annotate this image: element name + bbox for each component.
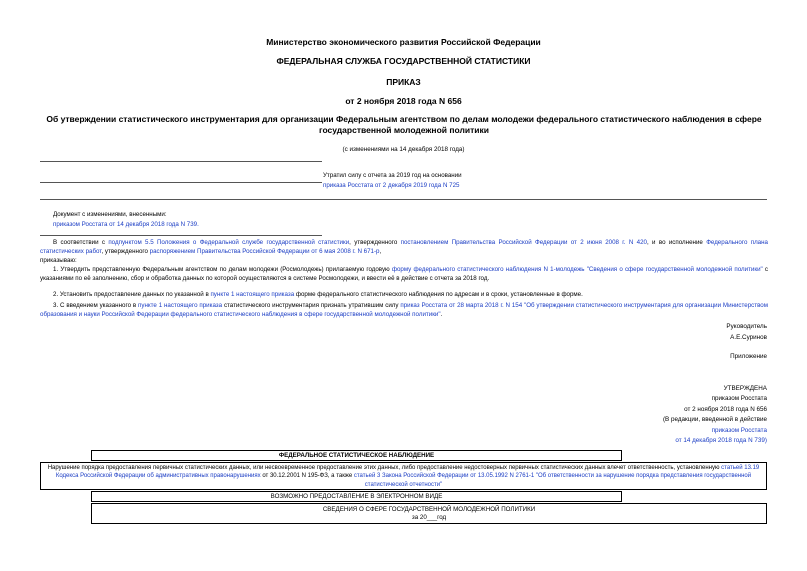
lost-force-note: Утратил силу с отчета за 2019 год на основании xyxy=(323,172,462,179)
link-koap[interactable]: статьей 13.19 Кодекса Российской Федерации об административных правонарушениях xyxy=(55,465,760,480)
observation-box: ФЕДЕРАЛЬНОЕ СТАТИСТИЧЕСКОЕ НАБЛЮДЕНИЕ xyxy=(91,450,622,461)
signature-role: Руководитель xyxy=(726,323,767,330)
approved-label: УТВЕРЖДЕНА xyxy=(723,385,767,392)
ministry-heading: Министерство экономического развития Российской Федерации xyxy=(266,37,541,47)
form-title-box xyxy=(91,503,767,524)
date-number-heading: от 2 ноября 2018 года N 656 xyxy=(345,96,462,106)
text: , и во исполнение xyxy=(647,239,707,246)
link-point-1[interactable]: пункте 1 настоящего приказа xyxy=(210,291,295,298)
separator-line xyxy=(40,182,322,183)
text: с указаниями по её заполнению, сбор и обработка данных по которой осуществляются в системе Росмолодежи, и ввести её в действие с отчета за 2018 год. xyxy=(40,266,769,282)
text: форме федерального статистического наблюдения по адресам и в сроки, установленные в форме. xyxy=(294,291,583,298)
edition-link-date[interactable]: от 14 декабря 2018 года N 739) xyxy=(675,437,767,444)
paragraph-2 xyxy=(40,291,768,300)
form-year: за 20___год xyxy=(411,514,447,521)
edition-link[interactable]: приказом Росстата xyxy=(711,427,767,434)
electronic-box: ВОЗМОЖНО ПРЕДОСТАВЛЕНИЕ В ЭЛЕКТРОННОМ ВИДЕ xyxy=(91,491,622,502)
amended-label: Документ с изменениями, внесенными: xyxy=(53,211,167,218)
link-federal-plan[interactable]: Федерального плана статистических работ xyxy=(40,239,768,255)
link-point-1[interactable]: пункте 1 настоящего приказа xyxy=(138,302,223,309)
service-heading: ФЕДЕРАЛЬНАЯ СЛУЖБА ГОСУДАРСТВЕННОЙ СТАТИСТИКИ xyxy=(276,56,531,66)
text: статистического инструментария признать утратившим силу xyxy=(222,302,401,309)
lost-force-link[interactable]: приказа Росстата от 2 декабря 2019 года N 725 xyxy=(323,182,460,189)
text: 3. С введением указанного в xyxy=(53,302,138,309)
text: В соответствии с xyxy=(53,239,109,246)
approved-date: от 2 ноября 2018 года N 656 xyxy=(684,406,767,413)
link-resolution[interactable]: постановлением Правительства Российской Федерации от 2 июня 2008 г. N 420 xyxy=(400,239,647,246)
separator-line xyxy=(40,161,322,162)
link-form[interactable]: форму федерального статистического наблюдения N 1-молодежь "Сведения о сфере государственной молодежной политики" xyxy=(391,266,763,273)
link-order[interactable]: распоряжением Правительства Российской Федерации от 6 мая 2008 г. N 671-р xyxy=(149,247,380,255)
separator-line xyxy=(40,199,322,200)
paragraph-1 xyxy=(40,266,768,283)
doc-type-heading: ПРИКАЗ xyxy=(386,77,421,87)
signature-name: А.Е.Суринов xyxy=(730,334,767,341)
separator-line xyxy=(40,235,322,236)
edition-info: (В редакции, введенной в действие xyxy=(662,416,767,423)
text: от 30.12.2001 N 195-ФЗ, а также xyxy=(260,473,354,480)
text: . xyxy=(440,310,443,318)
form-title: СВЕДЕНИЯ О СФЕРЕ ГОСУДАРСТВЕННОЙ МОЛОДЕЖНОЙ ПОЛИТИКИ xyxy=(322,506,536,513)
appendix-label: Приложение xyxy=(730,353,767,360)
paragraph-preamble xyxy=(40,239,768,256)
paragraph-order-word: приказываю: xyxy=(40,257,77,264)
amended-link[interactable]: приказом Росстата от 14 декабря 2018 года N 739. xyxy=(53,221,199,228)
text: , утвержденного xyxy=(101,247,150,255)
warning-box xyxy=(40,462,767,490)
link-old-order[interactable]: приказ Росстата от 28 марта 2018 г. N 154 "Об утверждении статистического инструментария для организации Министерством образования и науки Российской Федерации федерального статистического наблюдения в сфере государственной молодежной политики" xyxy=(40,302,768,318)
paragraph-3 xyxy=(40,302,768,319)
edition-note: (с изменениями на 14 декабря 2018 года) xyxy=(342,146,465,153)
separator-line xyxy=(322,199,767,200)
approved-by: приказом Росстата xyxy=(711,395,767,402)
text: , утвержденного xyxy=(349,239,401,246)
text: Нарушение порядка предоставления первичных статистических данных, или несвоевременное предоставление этих данных, либо предоставление недостоверных первичных статистических данных влечет ответственность, установленную xyxy=(47,465,722,471)
link-law[interactable]: статьей 3 Закона Российской Федерации от 13.05.1992 N 2761-1 "Об ответственности за нарушение порядка представления государственной статистической отчетности" xyxy=(353,473,752,488)
page-title: Об утверждении статистического инструментария для организации Федеральным агентством по делам молодежи федерального статистического наблюдения в сфере государственной молодежной политики xyxy=(46,114,762,135)
text: , xyxy=(379,247,382,255)
link-regulation[interactable]: подпунктом 5.5 Положения о Федеральной службе государственной статистики xyxy=(108,239,350,246)
text: 2. Установить предоставление данных по указанной в xyxy=(53,291,211,298)
text: 1. Утвердить представленную Федеральным агентством по делам молодежи (Росмолодежь) прилагаемую годовую xyxy=(53,266,392,273)
